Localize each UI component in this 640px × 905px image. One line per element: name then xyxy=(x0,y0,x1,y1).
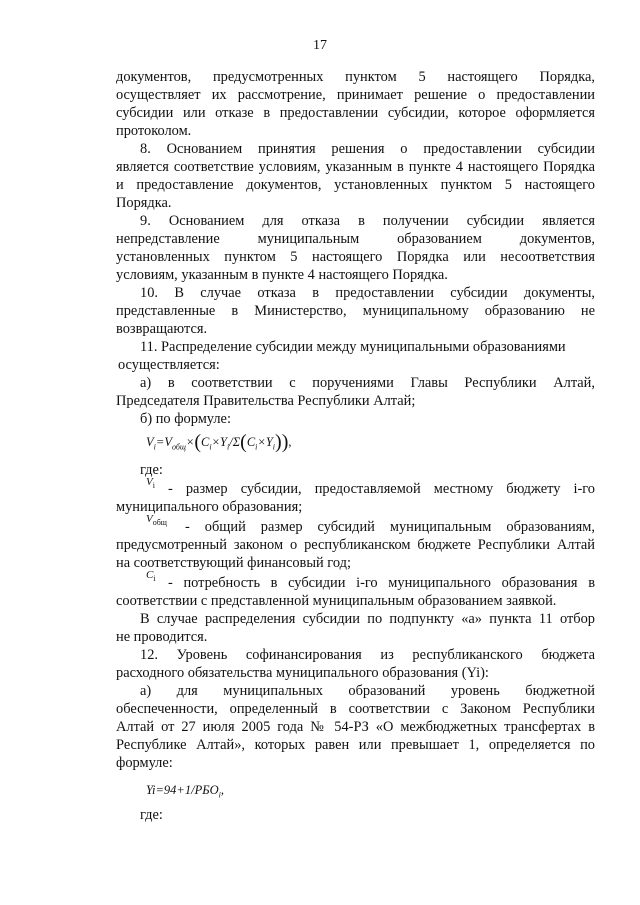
text-line: установленных пунктом 5 настоящего Порядка или несоответствия xyxy=(116,249,595,265)
text-line: муниципального образования; xyxy=(116,499,303,515)
text-line: формуле: xyxy=(116,755,173,771)
cofinancing-formula: $Yi=94+1/РБО_i$, xyxy=(146,783,224,800)
paragraph-12-start: 12. Уровень софинансирования из республиканского бюджета xyxy=(140,647,595,663)
subpoint-b: б) по формуле: xyxy=(140,411,231,427)
paragraph-8-start: 8. Основанием принятия решения о предоставлении субсидии xyxy=(140,141,595,157)
text-line: осуществляет их рассмотрение, принимает решение о предоставлении xyxy=(116,87,595,103)
where-label: где: xyxy=(140,462,163,478)
text-line: Председателя Правительства Республики Алтай; xyxy=(116,393,416,409)
text-line: документов, предусмотренных пунктом 5 настоящего Порядка, xyxy=(116,69,595,85)
text-line: Республике Алтай», которых равен или превышает 1, определяется по xyxy=(116,737,595,753)
text-line: является соответствие условиям, указанным в пункте 4 настоящего Порядка xyxy=(116,159,595,175)
variable-ci: $C_i$ xyxy=(146,569,156,584)
text-line: представленные в Министерство, муниципальному образованию не xyxy=(116,303,595,319)
text-line: условиям, указанным в пункте 4 настоящего Порядка. xyxy=(116,267,448,283)
text-line: Порядка. xyxy=(116,195,172,211)
text-line: протоколом. xyxy=(116,123,192,139)
text-line: - потребность в субсидии i-го муниципального образования в xyxy=(168,575,595,591)
text-line: не проводится. xyxy=(116,629,208,645)
text-line: - размер субсидии, предоставляемой местному бюджету i-го xyxy=(168,481,595,497)
distribution-formula: $V_i=V_{общ}\times(C_i\times Y_i/\Sigma(C_i\times Y_i))$, xyxy=(146,431,292,453)
text-line: расходного обязательства муниципального образования (Yi): xyxy=(116,665,489,681)
text-line: В случае распределения субсидии по подпункту «а» пункта 11 отбор xyxy=(140,611,595,627)
text-line: Алтай от 27 июля 2005 года № 54-РЗ «О межбюджетных трансфертах в xyxy=(116,719,595,735)
paragraph-10-start: 10. В случае отказа в предоставлении субсидии документы, xyxy=(140,285,595,301)
text-line: непредставление муниципальным образованием документов, xyxy=(116,231,595,247)
variable-vobsh: $V_{общ}$ xyxy=(146,513,167,528)
subpoint-12a: а) для муниципальных образований уровень бюджетной xyxy=(140,683,595,699)
text-line: соответствии с представленной муниципальным образованием заявкой. xyxy=(116,593,557,609)
text-line: осуществляется: xyxy=(118,357,220,373)
text-line: и предоставление документов, установленных пунктом 5 настоящего xyxy=(116,177,595,193)
subpoint-a: а) в соответствии с поручениями Главы Республики Алтай, xyxy=(140,375,595,391)
where-label: где: xyxy=(140,807,163,823)
paragraph-11-start: 11. Распределение субсидии между муниципальными образованиями xyxy=(140,339,566,355)
text-line: субсидии или отказе в предоставлении субсидии, которое оформляется xyxy=(116,105,595,121)
text-line: обеспеченности, определенный в соответствии с Законом Республики xyxy=(116,701,595,717)
variable-vi: $V_i$ xyxy=(146,476,155,491)
text-line: возвращаются. xyxy=(116,321,208,337)
paragraph-9-start: 9. Основанием для отказа в получении субсидии является xyxy=(140,213,595,229)
text-line: - общий размер субсидий муниципальным образованиям, xyxy=(185,519,595,535)
page-number: 17 xyxy=(313,38,327,53)
text-line: предусмотренный законом о республиканском бюджете Республики Алтай xyxy=(116,537,595,553)
text-line: на соответствующий финансовый год; xyxy=(116,555,351,571)
